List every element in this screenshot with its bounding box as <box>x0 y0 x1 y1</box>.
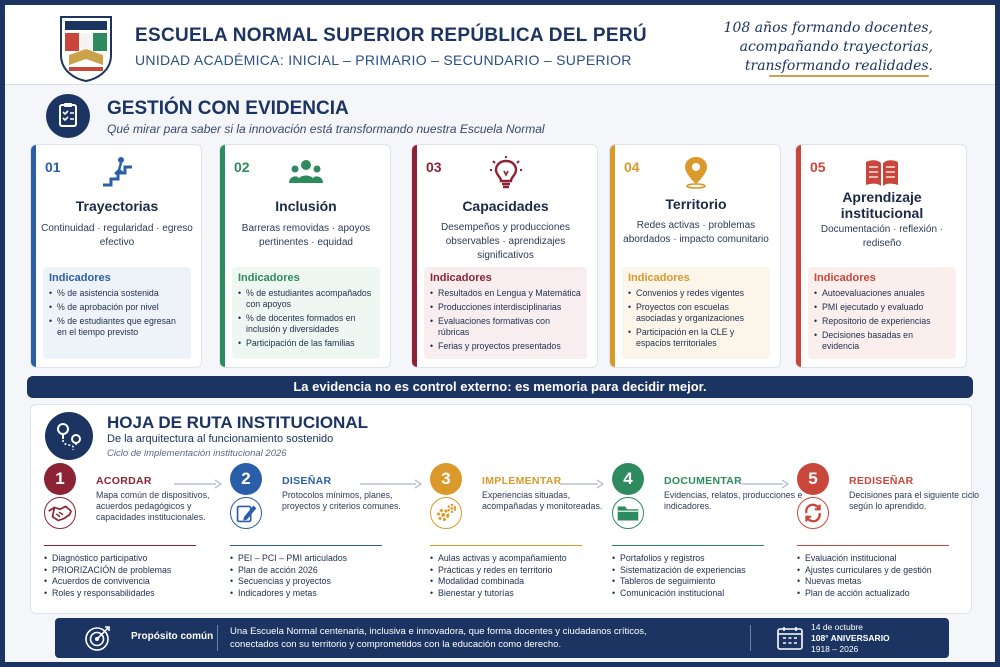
step-description: Experiencias situadas, acompañadas y monitoreadas. <box>482 490 603 511</box>
card-stripe <box>220 145 225 367</box>
indicator-item: • Proyectos con escuelas asociadas y organizaciones <box>628 302 764 324</box>
evidence-card <box>219 144 391 368</box>
card-title: Capacidades <box>462 198 549 214</box>
school-crest-icon <box>57 13 115 83</box>
roadmap-subtitle: De la arquitectura al funcionamiento sostenido <box>107 433 334 445</box>
step-arrow-icon <box>174 478 222 490</box>
step-divider <box>612 545 764 546</box>
indicator-item: • Ferias y proyectos presentados <box>430 341 581 352</box>
indicators-list <box>238 288 374 349</box>
step-number: 1 <box>44 463 76 495</box>
section-title: GESTIÓN CON EVIDENCIA <box>107 98 349 119</box>
date-text: 14 de octubre <box>811 622 863 632</box>
indicators-box <box>43 267 191 359</box>
indicator-item: • % de aprobación por nivel <box>49 302 185 313</box>
step-item: • Diagnóstico participativo <box>44 553 171 565</box>
step-divider <box>230 545 382 546</box>
anniversary-date <box>811 622 890 655</box>
step-item: • Tableros de seguimiento <box>612 576 746 588</box>
step-item: • Prácticas y redes en territorio <box>430 565 567 577</box>
card-description: Barreras removidas · apoyos pertinentes · equidad <box>241 223 371 248</box>
step-item: • Nuevas metas <box>797 576 932 588</box>
target-icon <box>83 623 113 653</box>
motto <box>724 19 933 76</box>
step-title: DOCUMENTAR <box>664 475 743 487</box>
academic-unit: UNIDAD ACADÉMICA: INICIAL – PRIMARIO – SECUNDARIO – SUPERIOR <box>135 52 632 68</box>
step-item: • Ajustes curriculares y de gestión <box>797 565 932 577</box>
indicators-box <box>232 267 380 359</box>
motto-underline <box>769 75 929 77</box>
card-description: Redes activas · problemas abordados · impacto comunitario <box>623 220 769 245</box>
step-list <box>797 553 932 599</box>
clipboard-checklist-icon <box>46 94 90 138</box>
motto-line: 108 años formando docentes, <box>723 20 933 36</box>
indicators-list <box>49 288 185 338</box>
card-description: Desempeños y producciones observables · aprendizajes significativos <box>441 222 570 261</box>
motto-line: acompañando trayectorias, <box>739 39 933 55</box>
step-item: • Aulas activas y acompañamiento <box>430 553 567 565</box>
step-item: • Modalidad combinada <box>430 576 567 588</box>
header <box>5 5 995 85</box>
step-number: 2 <box>230 463 262 495</box>
indicators-list <box>814 288 950 352</box>
step-number: 5 <box>797 463 829 495</box>
roadmap-cycle: Ciclo de implementación institucional 2026 <box>107 448 287 459</box>
step-item: • Plan de acción actualizado <box>797 588 932 600</box>
step-item: • Evaluación institucional <box>797 553 932 565</box>
footer-divider <box>217 625 218 651</box>
indicator-item: • % de asistencia sostenida <box>49 288 185 299</box>
evidence-card <box>411 144 598 368</box>
route-map-icon <box>45 412 93 460</box>
people-group-icon <box>288 155 324 189</box>
step-item: • Indicadores y metas <box>230 588 347 600</box>
card-stripe <box>31 145 36 367</box>
indicator-item: • Evaluaciones formativas con rúbricas <box>430 316 581 338</box>
section-subtitle: Qué mirar para saber si la innovación está transformando nuestra Escuela Normal <box>107 122 545 136</box>
card-title: Aprendizaje institucional <box>840 189 924 221</box>
card-title: Territorio <box>665 196 727 212</box>
card-number: 01 <box>45 159 61 175</box>
calendar-icon <box>777 626 803 650</box>
step-number: 3 <box>430 463 462 495</box>
stairs-climb-icon <box>99 155 135 189</box>
card-stripe <box>610 145 615 367</box>
indicators-box <box>808 267 956 359</box>
indicators-box <box>622 267 770 359</box>
step-divider <box>797 545 949 546</box>
indicators-title: Indicadores <box>49 272 111 284</box>
indicators-list <box>628 288 764 349</box>
step-item: • Secuencias y proyectos <box>230 576 347 588</box>
card-stripe <box>412 145 417 367</box>
card-description: Continuidad · regularidad · egreso efectivo <box>41 223 193 248</box>
indicators-box <box>424 267 587 359</box>
school-name: ESCUELA NORMAL SUPERIOR REPÚBLICA DEL PERÚ <box>135 25 647 46</box>
step-divider <box>430 545 582 546</box>
indicator-item: • Resultados en Lengua y Matemática <box>430 288 581 299</box>
pencil-edit-icon <box>230 497 262 529</box>
footer-divider <box>750 625 751 651</box>
motto-line: transformando realidades. <box>744 58 933 74</box>
folder-icon <box>612 497 644 529</box>
step-item: • Plan de acción 2026 <box>230 565 347 577</box>
indicator-item: • Convenios y redes vigentes <box>628 288 764 299</box>
open-book-icon <box>864 155 900 189</box>
step-title: REDISEÑAR <box>849 475 914 487</box>
card-title: Inclusión <box>275 198 337 214</box>
step-item: • Acuerdos de convivencia <box>44 576 171 588</box>
indicators-title: Indicadores <box>814 272 876 284</box>
step-arrow-icon <box>360 478 422 490</box>
card-description: Documentación · reflexión · rediseño <box>820 224 944 249</box>
step-title: DISEÑAR <box>282 475 332 487</box>
evidence-card <box>30 144 202 368</box>
evidence-card <box>795 144 967 368</box>
indicator-item: • Autoevaluaciones anuales <box>814 288 950 299</box>
indicators-title: Indicadores <box>628 272 690 284</box>
footer-purpose <box>55 618 949 658</box>
step-list <box>44 553 171 599</box>
step-number: 4 <box>612 463 644 495</box>
lightbulb-icon <box>488 155 524 189</box>
years-text: 1918 – 2026 <box>811 644 859 654</box>
handshake-icon <box>44 497 76 529</box>
indicators-title: Indicadores <box>238 272 300 284</box>
indicator-item: • Participación en la CLE y espacios territoriales <box>628 327 764 349</box>
step-arrow-icon <box>742 478 789 490</box>
step-item: • PRIORIZACIÓN de problemas <box>44 565 171 577</box>
step-description: Protocolos mínimos, planes, proyectos y criterios comunes. <box>282 490 401 511</box>
indicator-item: • Producciones interdisciplinarias <box>430 302 581 313</box>
step-arrow-icon <box>560 478 604 490</box>
indicator-item: • % de estudiantes acompañados con apoyos <box>238 288 374 310</box>
step-list <box>230 553 347 599</box>
refresh-cycle-icon <box>797 497 829 529</box>
step-item: • Comunicación institucional <box>612 588 746 600</box>
indicator-item: • Participación de las familias <box>238 338 374 349</box>
indicator-item: • % de estudiantes que egresan en el tiempo previsto <box>49 316 185 338</box>
step-divider <box>44 545 196 546</box>
step-item: • Roles y responsabilidades <box>44 588 171 600</box>
indicators-list <box>430 288 581 352</box>
step-list <box>430 553 567 599</box>
evidence-card <box>609 144 781 368</box>
purpose-label: Propósito común <box>131 631 214 642</box>
step-description: Evidencias, relatos, producciones e indicadores. <box>664 490 803 511</box>
card-title: Trayectorias <box>75 198 159 214</box>
indicator-item: • % de docentes formados en inclusión y diversidades <box>238 313 374 335</box>
anniversary-text: 108° ANIVERSARIO <box>811 633 890 643</box>
card-number: 02 <box>234 159 250 175</box>
indicator-item: • Decisiones basadas en evidencia <box>814 330 950 352</box>
roadmap-title: HOJA DE RUTA INSTITUCIONAL <box>107 413 368 432</box>
step-title: ACORDAR <box>96 475 152 487</box>
step-item: • PEI – PCI – PMI articulados <box>230 553 347 565</box>
indicator-item: • Repositorio de experiencias <box>814 316 950 327</box>
card-stripe <box>796 145 801 367</box>
indicator-item: • PMI ejecutado y evaluado <box>814 302 950 313</box>
step-item: • Bienestar y tutorías <box>430 588 567 600</box>
purpose-text: Una Escuela Normal centenaria, inclusiva e innovadora, que forma docentes y ciudadanos críticos, conectados con su territorio y comprometidos con la educación como derecho. <box>230 626 647 650</box>
card-number: 05 <box>810 159 826 175</box>
evidence-banner: La evidencia no es control externo: es memoria para decidir mejor. <box>27 376 973 398</box>
step-item: • Sistematización de experiencias <box>612 565 746 577</box>
card-number: 03 <box>426 159 442 175</box>
indicators-title: Indicadores <box>430 272 492 284</box>
location-pin-icon <box>678 155 714 189</box>
gears-icon <box>430 497 462 529</box>
step-description: Decisiones para el siguiente ciclo según lo aprendido. <box>849 490 980 511</box>
step-title: IMPLEMENTAR <box>482 475 562 487</box>
step-item: • Portafolios y registros <box>612 553 746 565</box>
card-number: 04 <box>624 159 640 175</box>
step-list <box>612 553 746 599</box>
step-description: Mapa común de dispositivos, acuerdos pedagógicos y capacidades institucionales. <box>96 490 210 522</box>
